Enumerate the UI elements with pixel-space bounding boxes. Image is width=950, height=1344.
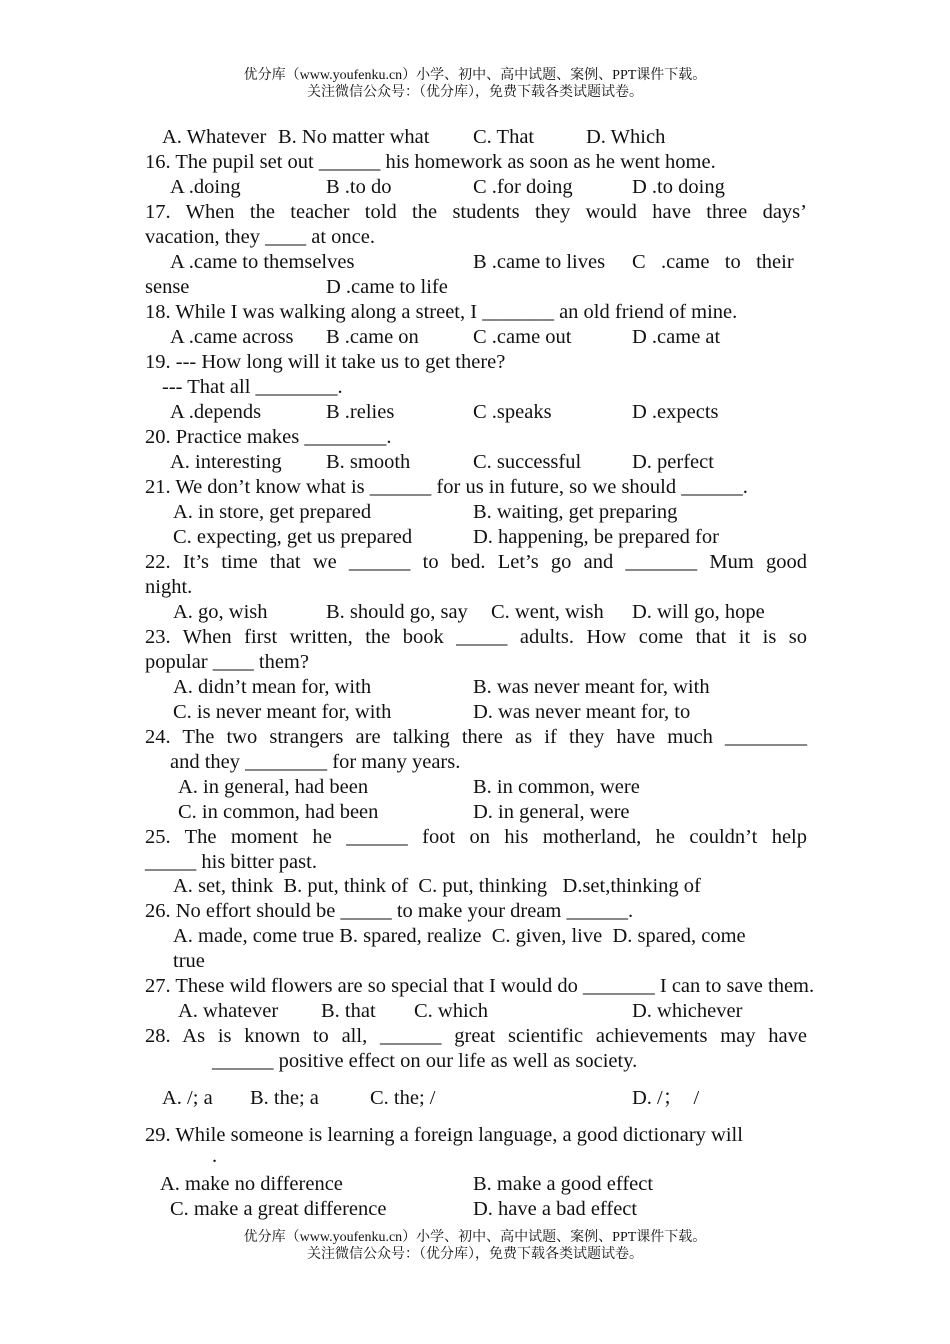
- q24-option-c: C. in common, had been: [178, 801, 379, 823]
- q17-stem-line2: vacation, they ____ at once.: [145, 226, 375, 248]
- q18-option-a: A .came across: [170, 326, 294, 348]
- q27-option-d: D. whichever: [632, 1000, 743, 1022]
- q23-stem-line1: 23. When first written, the book _____ adults. How come that it is so: [145, 626, 807, 648]
- q16-option-a: A .doing: [170, 176, 241, 198]
- q29-stem-line1: 29. While someone is learning a foreign language, a good dictionary will: [145, 1124, 743, 1146]
- q20-option-b: B. smooth: [326, 451, 411, 473]
- q19-option-a: A .depends: [170, 401, 262, 423]
- q22-stem-line2: night.: [145, 576, 193, 598]
- q19-option-b: B .relies: [326, 401, 395, 423]
- q17-option-a: A .came to themselves: [170, 251, 355, 273]
- q15-option-b: B. No matter what: [278, 126, 430, 148]
- q25-options: A. set, think B. put, think of C. put, thinking D.set,thinking of: [173, 875, 701, 897]
- q21-stem: 21. We don’t know what is ______ for us in future, so we should ______.: [145, 476, 748, 498]
- q26-options-continued: true: [173, 950, 205, 972]
- q21-option-b: B. waiting, get preparing: [473, 501, 678, 523]
- q23-option-c: C. is never meant for, with: [173, 701, 392, 723]
- q28-stem-line2: ______ positive effect on our life as well as society.: [212, 1050, 638, 1072]
- q27-stem: 27. These wild flowers are so special that I would do _______ I can to save them.: [145, 975, 815, 997]
- q15-option-c: C. That: [473, 126, 535, 148]
- q27-option-a: A. whatever: [178, 1000, 279, 1022]
- q17-option-c-continued: sense: [145, 276, 190, 298]
- header-line-1: 优分库（www.youfenku.cn）小学、初中、高中试题、案例、PPT课件下载。: [243, 68, 707, 83]
- q24-option-b: B. in common, were: [473, 776, 640, 798]
- q24-stem-line1: 24. The two strangers are talking there as if they have much ________: [145, 726, 807, 748]
- q28-option-c: C. the; /: [370, 1087, 436, 1109]
- q22-option-d: D. will go, hope: [632, 601, 765, 623]
- footer-line-2: 关注微信公众号：（优分库），免费下载各类试题试卷。: [307, 1247, 643, 1262]
- q15-option-d: D. Which: [586, 126, 666, 148]
- q16-stem: 16. The pupil set out ______ his homework as soon as he went home.: [145, 151, 716, 173]
- q25-stem-line2: _____ his bitter past.: [145, 851, 317, 873]
- q24-option-d: D. in general, were: [473, 801, 630, 823]
- q18-stem: 18. While I was walking along a street, I _______ an old friend of mine.: [145, 301, 738, 323]
- q24-option-a: A. in general, had been: [178, 776, 369, 798]
- q25-stem-line1: 25. The moment he ______ foot on his motherland, he couldn’t help: [145, 826, 807, 848]
- q23-option-d: D. was never meant for, to: [473, 701, 691, 723]
- q29-option-a: A. make no difference: [160, 1173, 343, 1195]
- footer-line-1: 优分库（www.youfenku.cn）小学、初中、高中试题、案例、PPT课件下载。: [243, 1230, 707, 1245]
- q17-option-b: B .came to lives: [473, 251, 606, 273]
- q24-stem-line2: and they ________ for many years.: [170, 751, 461, 773]
- q19-option-d: D .expects: [632, 401, 719, 423]
- q19-option-c: C .speaks: [473, 401, 552, 423]
- q18-option-c: C .came out: [473, 326, 572, 348]
- q19-stem-line2: --- That all ________.: [162, 376, 343, 398]
- q15-option-a: A. Whatever: [162, 126, 267, 148]
- q27-option-c: C. which: [414, 1000, 489, 1022]
- q22-option-a: A. go, wish: [173, 601, 268, 623]
- q29-option-d: D. have a bad effect: [473, 1198, 638, 1220]
- q21-option-c: C. expecting, get us prepared: [173, 526, 413, 548]
- q23-stem-line2: popular ____ them?: [145, 651, 309, 673]
- q22-option-b: B. should go, say: [326, 601, 468, 623]
- q22-stem-line1: 22. It’s time that we ______ to bed. Let’s go and _______ Mum good: [145, 551, 807, 573]
- q17-stem-line1: 17. When the teacher told the students they would have three days’: [145, 201, 807, 223]
- q29-option-c: C. make a great difference: [170, 1198, 387, 1220]
- header-line-2: 关注微信公众号：（优分库），免费下载各类试题试卷。: [307, 85, 643, 100]
- q29-option-b: B. make a good effect: [473, 1173, 654, 1195]
- page-header: [0, 67, 950, 101]
- q28-option-d: D. /； /: [632, 1087, 700, 1109]
- q28-option-b: B. the; a: [250, 1087, 319, 1109]
- q18-option-b: B .came on: [326, 326, 419, 348]
- q16-option-b: B .to do: [326, 176, 392, 198]
- q17-option-d: D .came to life: [326, 276, 448, 298]
- q26-options: A. made, come true B. spared, realize C. given, live D. spared, come: [173, 925, 746, 947]
- q18-option-d: D .came at: [632, 326, 721, 348]
- q28-stem-line1: 28. As is known to all, ______ great scientific achievements may have: [145, 1025, 807, 1047]
- q21-option-d: D. happening, be prepared for: [473, 526, 719, 548]
- q20-option-a: A. interesting: [170, 451, 282, 473]
- q28-option-a: A. /; a: [162, 1087, 213, 1109]
- q16-option-d: D .to doing: [632, 176, 725, 198]
- q20-option-c: C. successful: [473, 451, 582, 473]
- q23-option-a: A. didn’t mean for, with: [173, 676, 372, 698]
- q27-option-b: B. that: [321, 1000, 376, 1022]
- q22-option-c: C. went, wish: [491, 601, 604, 623]
- q23-option-b: B. was never meant for, with: [473, 676, 710, 698]
- q19-stem-line1: 19. --- How long will it take us to get there?: [145, 351, 506, 373]
- q16-option-c: C .for doing: [473, 176, 573, 198]
- q21-option-a: A. in store, get prepared: [173, 501, 372, 523]
- q17-option-c: C .came to their: [632, 251, 794, 273]
- page-footer: [0, 1229, 950, 1263]
- q29-stem-line2: .: [212, 1145, 218, 1167]
- q20-stem: 20. Practice makes ________.: [145, 426, 392, 448]
- q20-option-d: D. perfect: [632, 451, 714, 473]
- q26-stem: 26. No effort should be _____ to make your dream ______.: [145, 900, 634, 922]
